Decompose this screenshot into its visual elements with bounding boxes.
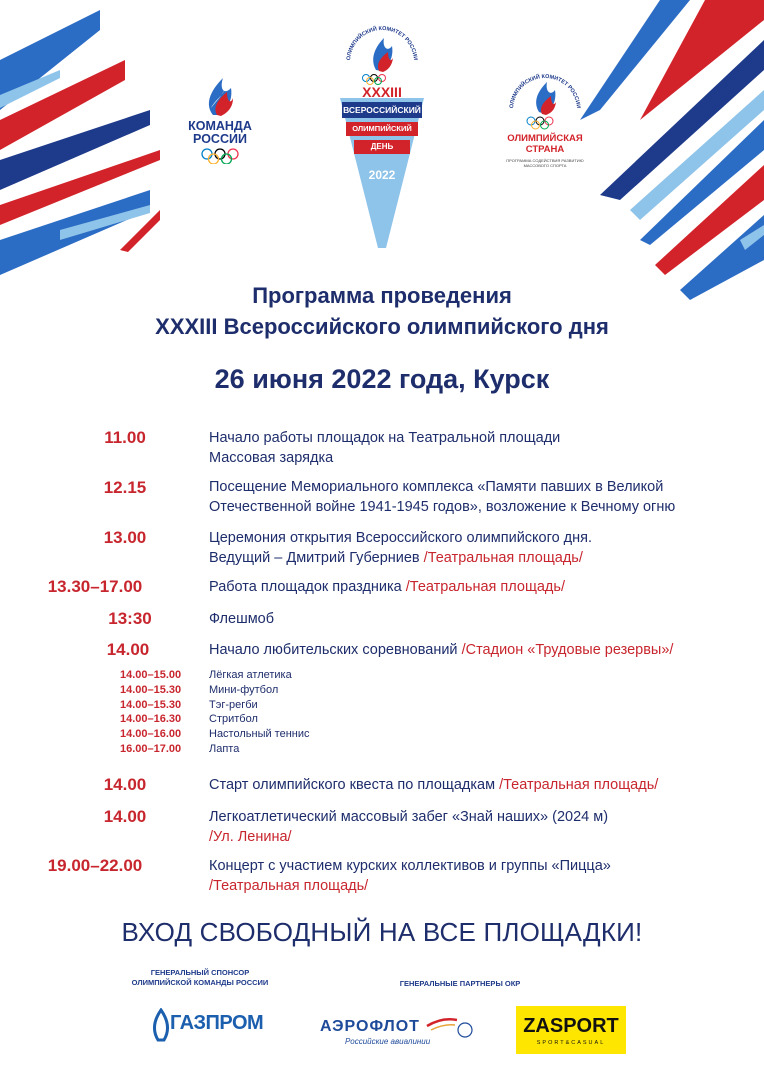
sport-name: Настольный теннис <box>209 728 310 740</box>
schedule-event <box>209 477 749 517</box>
schedule-time: 13:30 <box>108 609 152 628</box>
zasport-subtitle: SPORT&CASUAL <box>536 1040 606 1046</box>
team-name-line2: РОССИИ <box>193 132 247 146</box>
schedule-time: 11.00 <box>104 428 146 447</box>
program-title-line1: Программа проведения <box>252 283 512 308</box>
sport-name: Мини-футбол <box>209 684 279 696</box>
schedule-event <box>209 640 749 660</box>
olympic-country-logo <box>505 70 585 190</box>
olympic-country-caption: ПРОГРАММА СОДЕЙСТВИЯ РАЗВИТИЮ МАССОВОГО СПОРТА <box>506 158 584 168</box>
event-text: Массовая зарядка <box>209 450 334 466</box>
event-text: Начало работы площадок на Театральной площади <box>209 430 561 446</box>
event-text: Начало любительских соревнований <box>209 642 462 658</box>
aeroflot-subtitle: Российские авиалинии <box>345 1037 431 1046</box>
schedule-time: 12.15 <box>103 478 147 497</box>
general-sponsor-line2: ОЛИМПИЙСКОЙ КОМАНДЫ РОССИИ <box>131 978 269 987</box>
torch-line1: ВСЕРОССИЙСКИЙ <box>343 105 421 115</box>
sport-name: Лапта <box>209 743 240 755</box>
svg-text:ОЛИМПИЙСКИЙ КОМИТЕТ РОССИИ: ОЛИМПИЙСКИЙ КОМИТЕТ РОССИИ <box>345 25 418 61</box>
torch-year: 2022 <box>368 168 396 182</box>
sport-time: 14.00–15.00 <box>120 669 182 681</box>
schedule-event <box>209 609 749 629</box>
torch-number: XXXIII <box>362 84 402 100</box>
sport-time: 14.00–15.30 <box>120 684 182 696</box>
schedule-time: 14.00 <box>103 775 147 794</box>
torch-line2: ОЛИМПИЙСКИЙ <box>352 124 412 133</box>
torch-line3: ДЕНЬ <box>370 142 394 151</box>
event-text: Отечественной войне 1941-1945 годов», возложение к Вечному огню <box>209 499 676 515</box>
sport-name: Стритбол <box>209 713 258 725</box>
event-location: /Стадион «Трудовые резервы»/ <box>461 642 674 658</box>
schedule-time: 13.30–17.00 <box>47 577 143 596</box>
schedule-time: 14.00 <box>103 807 147 826</box>
olympic-day-torch-logo <box>336 22 428 250</box>
event-location: /Театральная площадь/ <box>423 550 583 566</box>
general-sponsor-line1: ГЕНЕРАЛЬНЫЙ СПОНСОР <box>150 968 250 977</box>
event-text: Концерт с участием курских коллективов и группы «Пицца» <box>209 858 611 874</box>
torch-icon <box>336 22 428 250</box>
event-text: Легкоатлетический массовый забег «Знай наших» (2024 м) <box>209 809 609 825</box>
sport-time: 16.00–17.00 <box>120 743 182 755</box>
schedule-time: 13.00 <box>103 528 147 547</box>
event-text: Старт олимпийского квеста по площадкам <box>209 777 500 793</box>
event-location: /Ул. Ленина/ <box>209 829 292 845</box>
flame-icon <box>175 70 265 120</box>
partners-caption: ГЕНЕРАЛЬНЫЕ ПАРТНЕРЫ ОКР <box>399 979 521 988</box>
svg-text:ОЛИМПИЙСКИЙ КОМИТЕТ РОССИИ: ОЛИМПИЙСКИЙ КОМИТЕТ РОССИИ <box>508 73 581 109</box>
team-name-line1: КОМАНДА <box>188 119 252 133</box>
schedule-event <box>209 807 749 847</box>
zasport-logo <box>516 1006 626 1054</box>
aeroflot-wings-icon <box>425 1012 475 1042</box>
schedule-event <box>209 775 749 795</box>
event-text: Ведущий – Дмитрий Губерниев <box>209 550 424 566</box>
program-title-line2: XXXIII Всероссийского олимпийского дня <box>155 314 609 339</box>
sport-time: 14.00–16.00 <box>120 728 182 740</box>
sport-name: Лёгкая атлетика <box>209 669 292 681</box>
schedule-event <box>209 528 749 568</box>
schedule-event <box>209 428 749 468</box>
sport-time: 14.00–16.30 <box>120 713 182 725</box>
schedule-event <box>209 577 749 597</box>
event-date: 26 июня 2022 года, Курск <box>214 364 550 394</box>
olympic-country-line1: ОЛИМПИЙСКАЯ <box>507 133 583 144</box>
olympic-rings-icon <box>200 148 240 164</box>
aeroflot-logo: АЭРОФЛОТ <box>320 1018 420 1035</box>
schedule-event <box>209 856 749 896</box>
event-text: Флешмоб <box>209 611 275 627</box>
gazprom-logo: ГАЗПРОМ <box>170 1012 264 1034</box>
team-russia-logo <box>175 70 265 170</box>
olympic-country-line2: СТРАНА <box>525 144 565 155</box>
schedule-time: 14.00 <box>106 640 150 659</box>
sport-time: 14.00–15.30 <box>120 699 182 711</box>
event-location: /Театральная площадь/ <box>209 878 369 894</box>
zasport-name: ZASPORT <box>523 1015 619 1037</box>
event-text: Церемония открытия Всероссийского олимпийского дня. <box>209 530 593 546</box>
event-text: Работа площадок праздника <box>209 579 406 595</box>
general-sponsor-caption <box>120 968 280 988</box>
gazprom-flame-icon <box>150 1008 172 1042</box>
olympic-country-emblem-icon <box>505 70 585 132</box>
event-text: Посещение Мемориального комплекса «Памяти павших в Великой <box>209 479 664 495</box>
sport-name: Тэг-регби <box>209 699 258 711</box>
event-location: /Театральная площадь/ <box>499 777 659 793</box>
free-entry-banner: ВХОД СВОБОДНЫЙ НА ВСЕ ПЛОЩАДКИ! <box>121 917 643 947</box>
schedule-time: 19.00–22.00 <box>47 856 143 875</box>
event-location: /Театральная площадь/ <box>405 579 565 595</box>
